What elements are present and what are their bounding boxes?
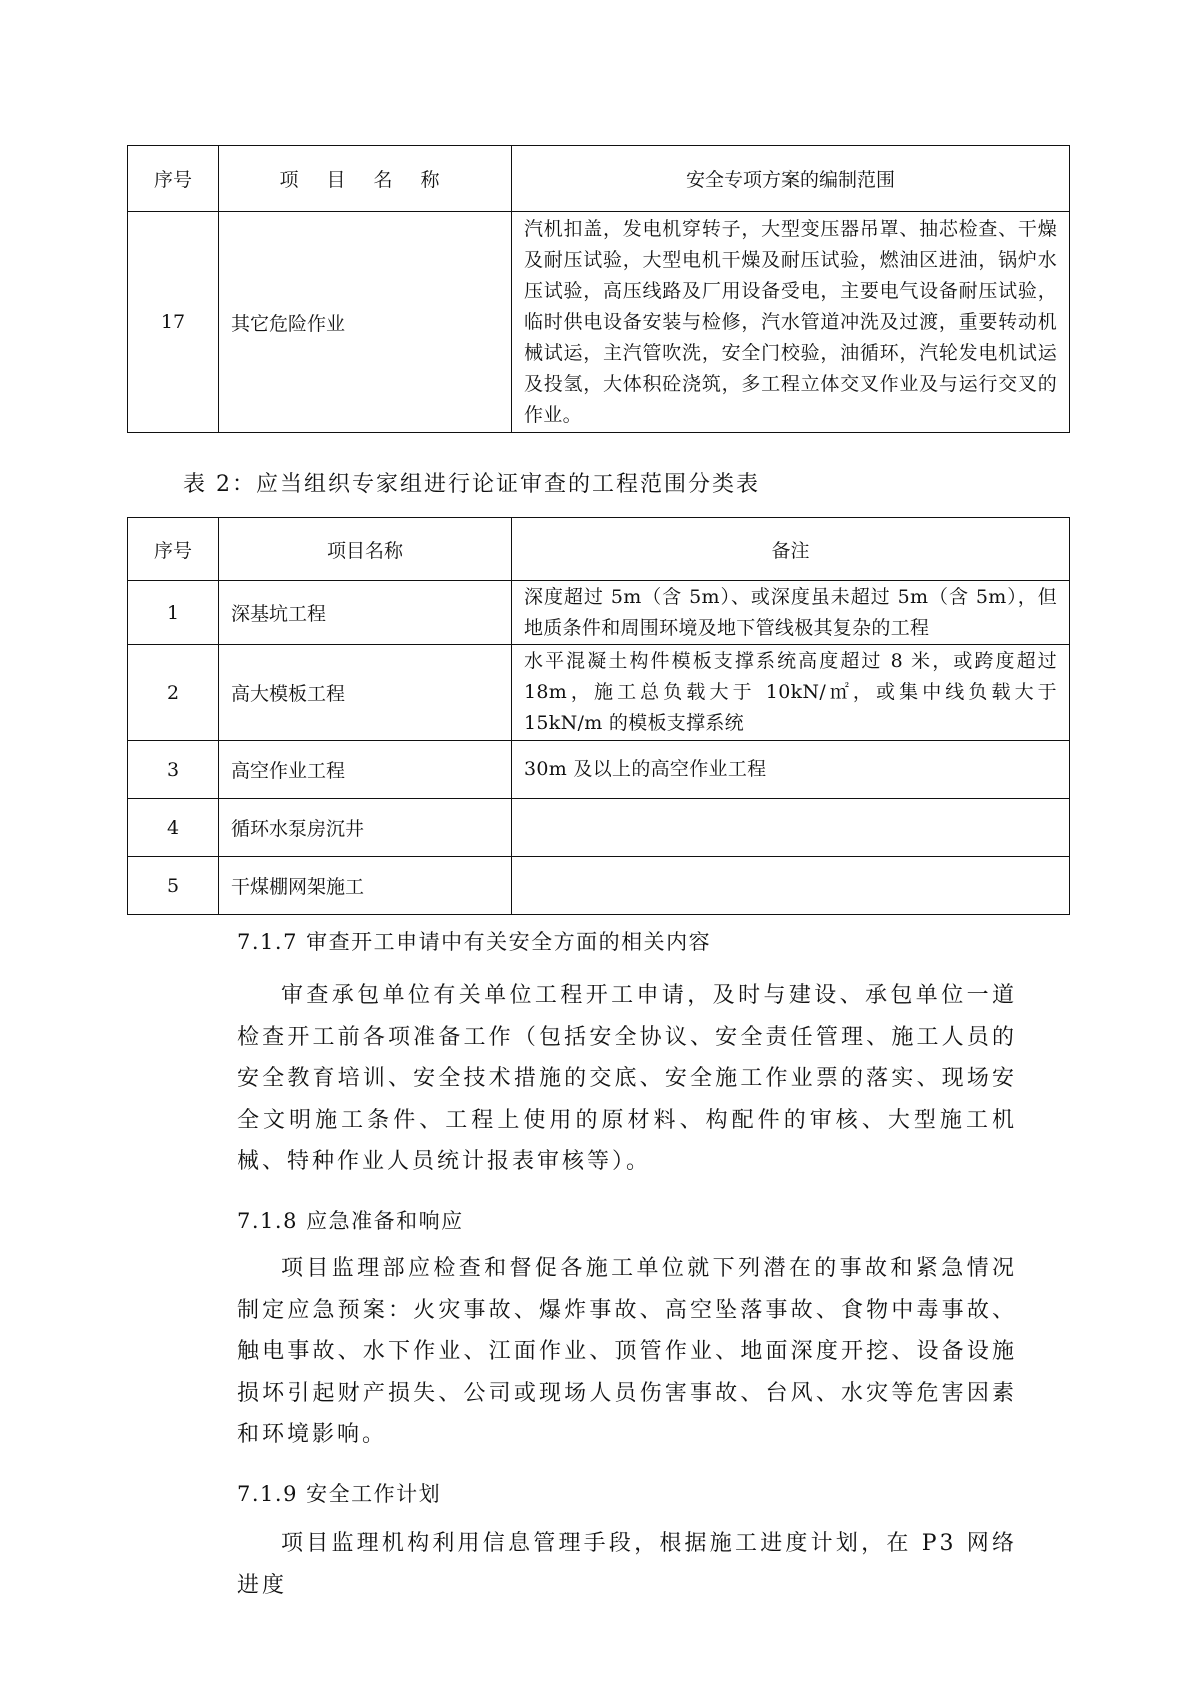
table-row bbox=[128, 645, 1070, 741]
row-note: 30m 及以上的高空作业工程 bbox=[512, 741, 1070, 799]
row-no: 3 bbox=[128, 741, 219, 799]
table-row bbox=[128, 581, 1070, 645]
row-name: 干煤棚网架施工 bbox=[219, 857, 512, 915]
section-heading-7-1-7: 7.1.7 审查开工申请中有关安全方面的相关内容 bbox=[237, 930, 712, 954]
section-body-7-1-9: 项目监理机构利用信息管理手段，根据施工进度计划，在 P3 网络进度 bbox=[237, 1531, 1017, 1598]
section-body-7-1-8: 项目监理部应检查和督促各施工单位就下列潜在的事故和紧急情况制定应急预案：火灾事故、爆炸事故、高空坠落事故、食物中毒事故、触电事故、水下作业、江面作业、顶管作业、地面深度开挖、设备设施损坏引起财产损失、公司或现场人员伤害事故、台风、水灾等危害因素和环境影响。 bbox=[237, 1256, 1017, 1447]
row-no: 17 bbox=[128, 212, 219, 433]
row-name: 高空作业工程 bbox=[219, 741, 512, 799]
table-header-row bbox=[128, 518, 1070, 581]
table2-caption: 表 2：应当组织专家组进行论证审查的工程范围分类表 bbox=[183, 472, 760, 497]
row-note: 水平混凝土构件模板支撑系统高度超过 8 米，或跨度超过 18m，施工总负载大于 10kN/㎡，或集中线负载大于 15kN/m 的模板支撑系统 bbox=[512, 645, 1070, 741]
row-note bbox=[512, 857, 1070, 915]
row-note: 深度超过 5m（含 5m）、或深度虽未超过 5m（含 5m），但地质条件和周围环境及地下管线极其复杂的工程 bbox=[512, 581, 1070, 645]
row-name: 深基坑工程 bbox=[219, 581, 512, 645]
row-name: 高大模板工程 bbox=[219, 645, 512, 741]
row-no: 4 bbox=[128, 799, 219, 857]
section-body-7-1-7: 审查承包单位有关单位工程开工申请，及时与建设、承包单位一道检查开工前各项准备工作（包括安全协议、安全责任管理、施工人员的安全教育培训、安全技术措施的交底、安全施工作业票的落实、现场安全文明施工条件、工程上使用的原材料、构配件的审核、大型施工机械、特种作业人员统计报表审核等）。 bbox=[237, 983, 1017, 1174]
header-name: 项目名称 bbox=[219, 518, 512, 581]
table-header-row bbox=[128, 146, 1070, 212]
section-heading-7-1-9: 7.1.9 安全工作计划 bbox=[237, 1482, 442, 1506]
section-heading-7-1-8: 7.1.8 应急准备和响应 bbox=[237, 1209, 464, 1233]
table-row bbox=[128, 212, 1070, 433]
header-scope: 安全专项方案的编制范围 bbox=[512, 146, 1070, 212]
header-name: 项 目 名 称 bbox=[219, 146, 512, 212]
safety-scheme-table bbox=[127, 145, 1070, 433]
expert-review-table bbox=[127, 517, 1070, 915]
row-name: 循环水泵房沉井 bbox=[219, 799, 512, 857]
header-note: 备注 bbox=[512, 518, 1070, 581]
table-row bbox=[128, 799, 1070, 857]
row-note bbox=[512, 799, 1070, 857]
row-no: 2 bbox=[128, 645, 219, 741]
row-no: 1 bbox=[128, 581, 219, 645]
header-no: 序号 bbox=[128, 518, 219, 581]
row-name: 其它危险作业 bbox=[219, 212, 512, 433]
table-row bbox=[128, 741, 1070, 799]
table-row bbox=[128, 857, 1070, 915]
row-no: 5 bbox=[128, 857, 219, 915]
row-scope: 汽机扣盖，发电机穿转子，大型变压器吊罩、抽芯检查、干燥及耐压试验，大型电机干燥及耐压试验，燃油区进油，锅炉水压试验，高压线路及厂用设备受电，主要电气设备耐压试验，临时供电设备安装与检修，汽水管道冲洗及过渡，重要转动机械试运，主汽管吹洗，安全门校验，油循环，汽轮发电机试运及投氢，大体积砼浇筑，多工程立体交叉作业及与运行交叉的作业。 bbox=[512, 212, 1070, 433]
header-no: 序号 bbox=[128, 146, 219, 212]
